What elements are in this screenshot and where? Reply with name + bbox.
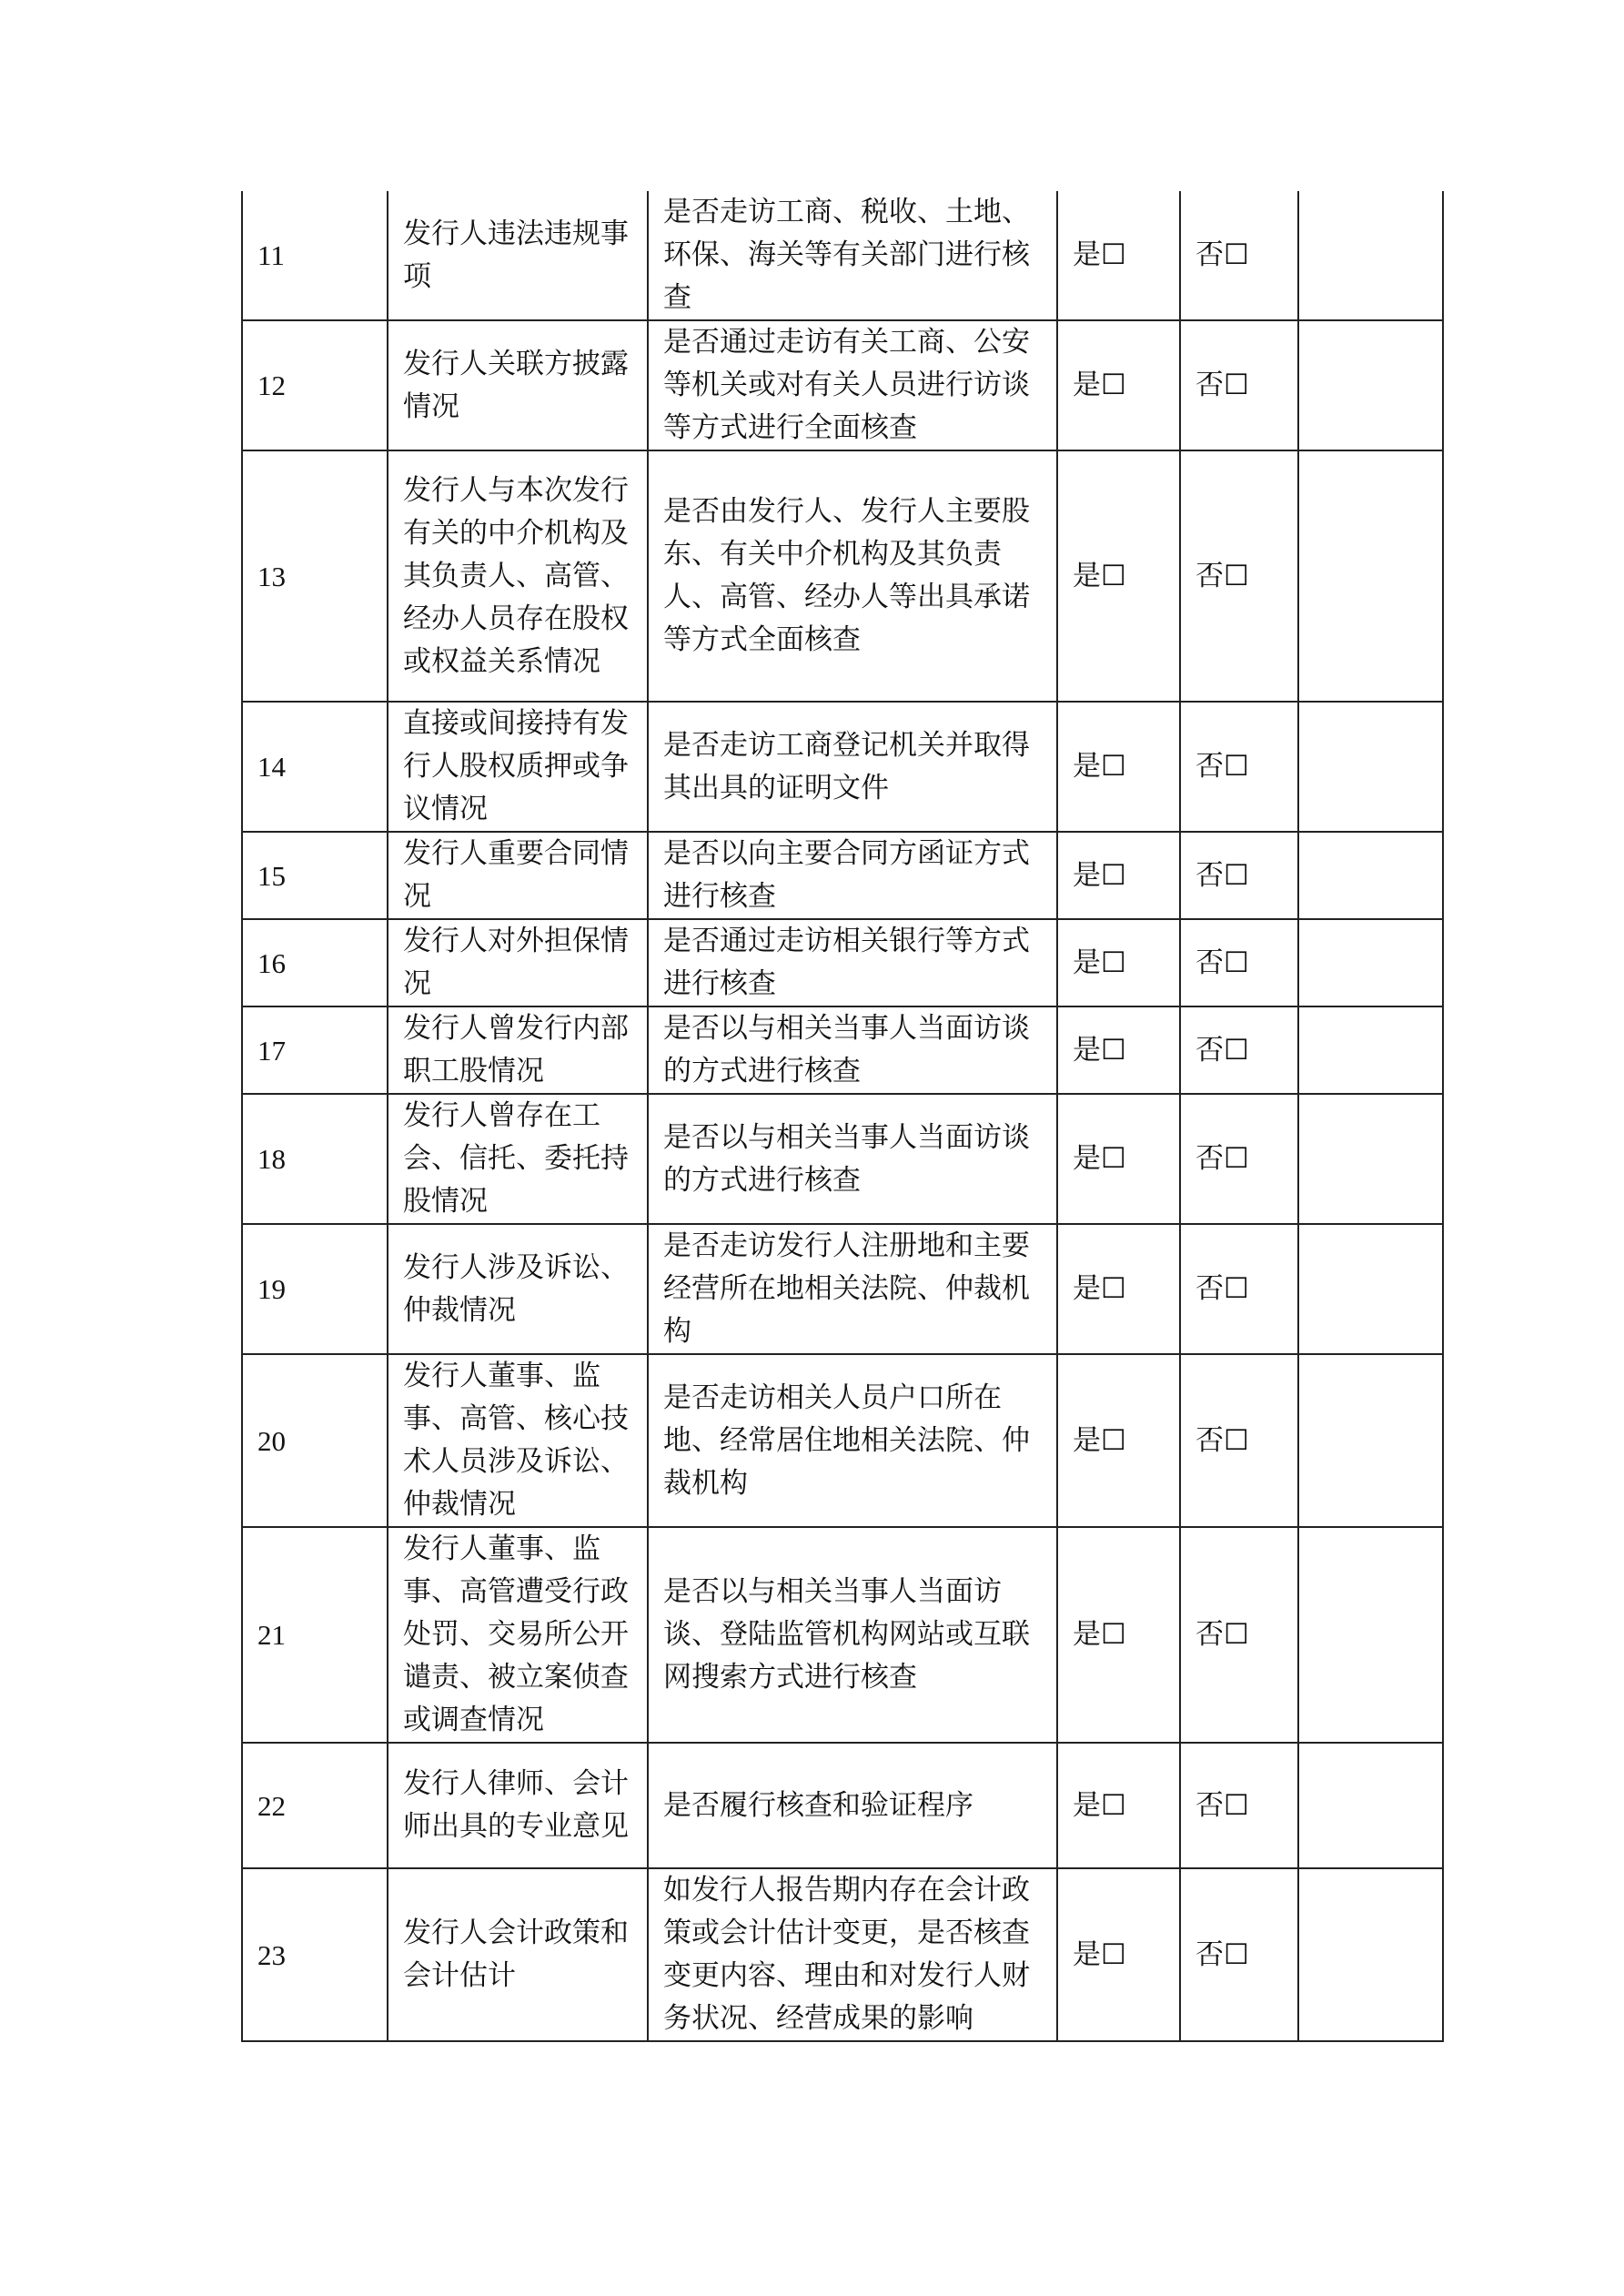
table-row	[242, 191, 1443, 320]
remark-cell[interactable]	[1298, 919, 1443, 1006]
no-checkbox[interactable]: 否☐	[1180, 191, 1298, 320]
yes-checkbox[interactable]: 是☐	[1057, 1224, 1180, 1354]
check-item: 发行人对外担保情况	[388, 919, 648, 1006]
check-item: 发行人涉及诉讼、仲裁情况	[388, 1224, 648, 1354]
remark-cell[interactable]	[1298, 191, 1443, 320]
remark-cell[interactable]	[1298, 1527, 1443, 1743]
no-checkbox[interactable]: 否☐	[1180, 1868, 1298, 2041]
verification-procedure: 如发行人报告期内存在会计政策或会计估计变更，是否核查变更内容、理由和对发行人财务状况、经营成果的影响	[648, 1868, 1057, 2041]
row-number: 14	[242, 702, 388, 832]
yes-checkbox[interactable]: 是☐	[1057, 191, 1180, 320]
check-item: 发行人关联方披露情况	[388, 320, 648, 450]
checklist-body	[242, 191, 1443, 2041]
table-row	[242, 1743, 1443, 1868]
check-item: 发行人重要合同情况	[388, 832, 648, 919]
no-checkbox[interactable]: 否☐	[1180, 1743, 1298, 1868]
verification-procedure: 是否由发行人、发行人主要股东、有关中介机构及其负责人、高管、经办人等出具承诺等方式全面核查	[648, 450, 1057, 702]
verification-procedure: 是否走访发行人注册地和主要经营所在地相关法院、仲裁机构	[648, 1224, 1057, 1354]
verification-checklist-table	[241, 191, 1444, 2042]
remark-cell[interactable]	[1298, 320, 1443, 450]
no-checkbox[interactable]: 否☐	[1180, 919, 1298, 1006]
table-row	[242, 1354, 1443, 1527]
yes-checkbox[interactable]: 是☐	[1057, 702, 1180, 832]
yes-checkbox[interactable]: 是☐	[1057, 450, 1180, 702]
remark-cell[interactable]	[1298, 1224, 1443, 1354]
no-checkbox[interactable]: 否☐	[1180, 1006, 1298, 1094]
remark-cell[interactable]	[1298, 832, 1443, 919]
no-checkbox[interactable]: 否☐	[1180, 1354, 1298, 1527]
table-row	[242, 1868, 1443, 2041]
verification-procedure: 是否走访工商、税收、土地、环保、海关等有关部门进行核查	[648, 191, 1057, 320]
yes-checkbox[interactable]: 是☐	[1057, 1868, 1180, 2041]
verification-procedure: 是否走访相关人员户口所在地、经常居住地相关法院、仲裁机构	[648, 1354, 1057, 1527]
check-item: 发行人会计政策和会计估计	[388, 1868, 648, 2041]
check-item: 发行人律师、会计师出具的专业意见	[388, 1743, 648, 1868]
remark-cell[interactable]	[1298, 1743, 1443, 1868]
table-row	[242, 919, 1443, 1006]
check-item: 直接或间接持有发行人股权质押或争议情况	[388, 702, 648, 832]
row-number: 11	[242, 191, 388, 320]
remark-cell[interactable]	[1298, 1006, 1443, 1094]
verification-procedure: 是否以向主要合同方函证方式进行核查	[648, 832, 1057, 919]
check-item: 发行人曾发行内部职工股情况	[388, 1006, 648, 1094]
yes-checkbox[interactable]: 是☐	[1057, 1094, 1180, 1224]
no-checkbox[interactable]: 否☐	[1180, 320, 1298, 450]
remark-cell[interactable]	[1298, 1868, 1443, 2041]
remark-cell[interactable]	[1298, 702, 1443, 832]
row-number: 20	[242, 1354, 388, 1527]
yes-checkbox[interactable]: 是☐	[1057, 919, 1180, 1006]
table-row	[242, 1224, 1443, 1354]
row-number: 21	[242, 1527, 388, 1743]
row-number: 12	[242, 320, 388, 450]
yes-checkbox[interactable]: 是☐	[1057, 1006, 1180, 1094]
table-row	[242, 320, 1443, 450]
row-number: 15	[242, 832, 388, 919]
verification-procedure: 是否以与相关当事人当面访谈的方式进行核查	[648, 1094, 1057, 1224]
check-item: 发行人曾存在工会、信托、委托持股情况	[388, 1094, 648, 1224]
yes-checkbox[interactable]: 是☐	[1057, 832, 1180, 919]
table-row	[242, 1006, 1443, 1094]
verification-procedure: 是否走访工商登记机关并取得其出具的证明文件	[648, 702, 1057, 832]
remark-cell[interactable]	[1298, 1094, 1443, 1224]
no-checkbox[interactable]: 否☐	[1180, 832, 1298, 919]
table-row	[242, 832, 1443, 919]
no-checkbox[interactable]: 否☐	[1180, 702, 1298, 832]
row-number: 19	[242, 1224, 388, 1354]
no-checkbox[interactable]: 否☐	[1180, 1527, 1298, 1743]
no-checkbox[interactable]: 否☐	[1180, 1224, 1298, 1354]
check-item: 发行人董事、监事、高管遭受行政处罚、交易所公开谴责、被立案侦查或调查情况	[388, 1527, 648, 1743]
row-number: 23	[242, 1868, 388, 2041]
row-number: 18	[242, 1094, 388, 1224]
table-row	[242, 450, 1443, 702]
check-item: 发行人与本次发行有关的中介机构及其负责人、高管、经办人员存在股权或权益关系情况	[388, 450, 648, 702]
yes-checkbox[interactable]: 是☐	[1057, 1527, 1180, 1743]
verification-procedure: 是否通过走访有关工商、公安等机关或对有关人员进行访谈等方式进行全面核查	[648, 320, 1057, 450]
no-checkbox[interactable]: 否☐	[1180, 450, 1298, 702]
table-row	[242, 1094, 1443, 1224]
verification-procedure: 是否履行核查和验证程序	[648, 1743, 1057, 1868]
verification-procedure: 是否以与相关当事人当面访谈的方式进行核查	[648, 1006, 1057, 1094]
remark-cell[interactable]	[1298, 450, 1443, 702]
check-item: 发行人董事、监事、高管、核心技术人员涉及诉讼、仲裁情况	[388, 1354, 648, 1527]
row-number: 22	[242, 1743, 388, 1868]
row-number: 13	[242, 450, 388, 702]
remark-cell[interactable]	[1298, 1354, 1443, 1527]
row-number: 16	[242, 919, 388, 1006]
check-item: 发行人违法违规事项	[388, 191, 648, 320]
row-number: 17	[242, 1006, 388, 1094]
verification-procedure: 是否以与相关当事人当面访谈、登陆监管机构网站或互联网搜索方式进行核查	[648, 1527, 1057, 1743]
yes-checkbox[interactable]: 是☐	[1057, 1354, 1180, 1527]
yes-checkbox[interactable]: 是☐	[1057, 1743, 1180, 1868]
table-row	[242, 702, 1443, 832]
verification-procedure: 是否通过走访相关银行等方式进行核查	[648, 919, 1057, 1006]
table-row	[242, 1527, 1443, 1743]
yes-checkbox[interactable]: 是☐	[1057, 320, 1180, 450]
no-checkbox[interactable]: 否☐	[1180, 1094, 1298, 1224]
